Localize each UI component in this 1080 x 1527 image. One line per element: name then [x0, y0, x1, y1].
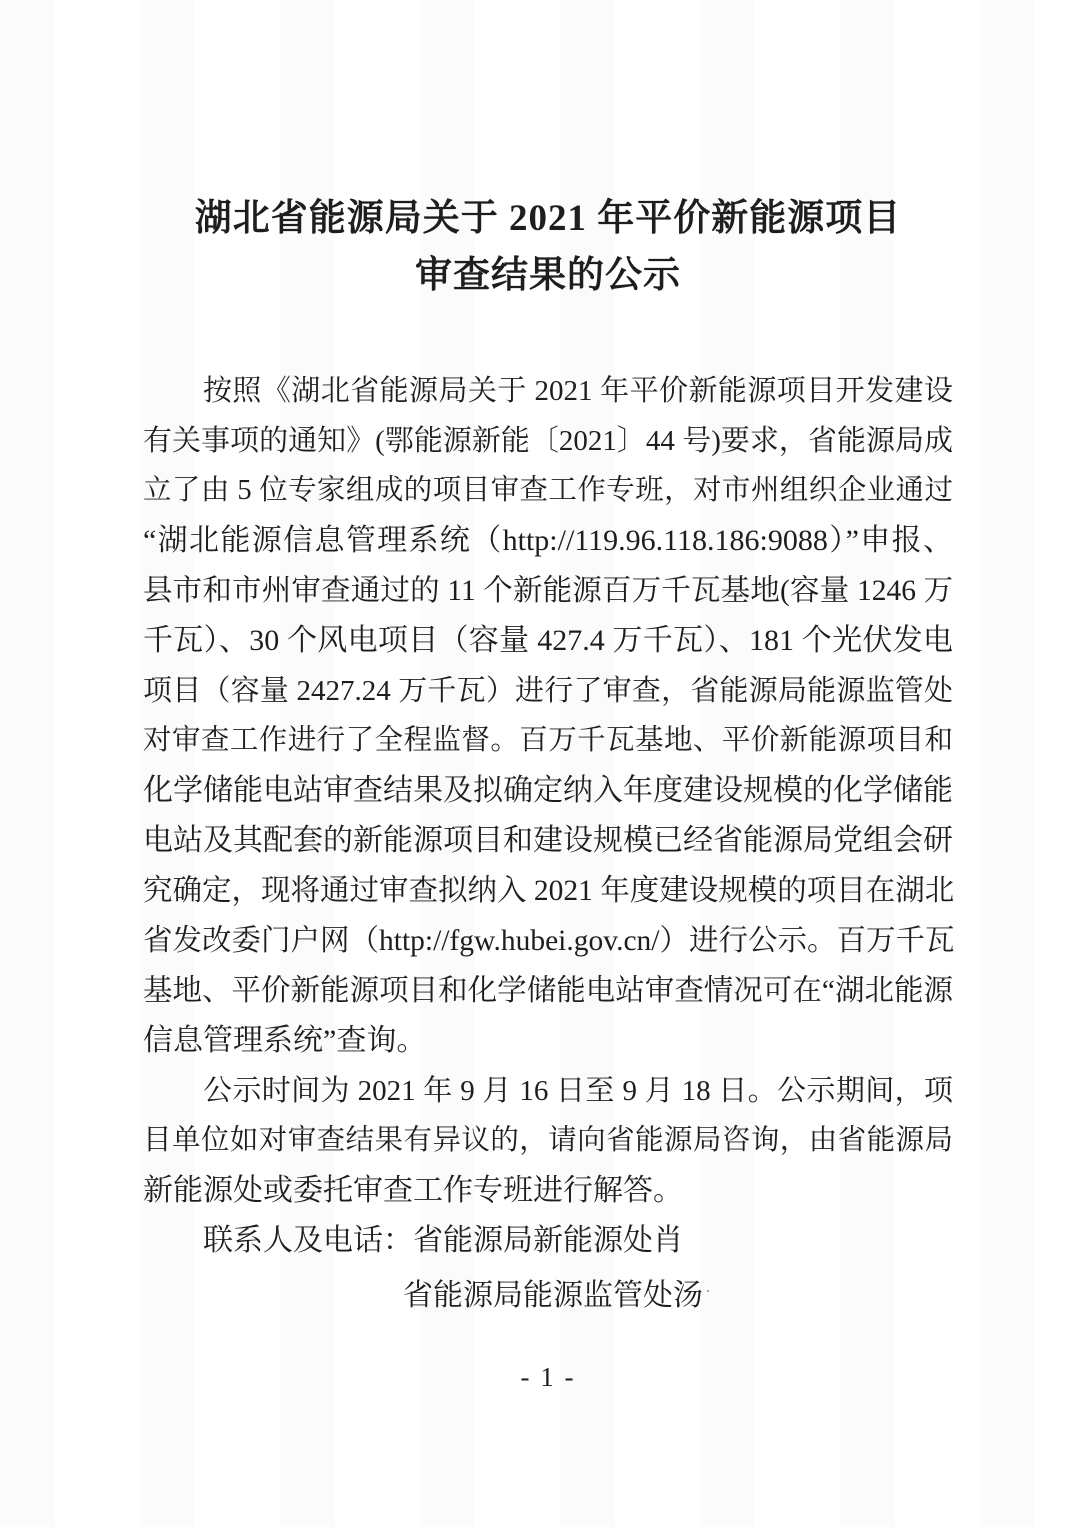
contact-line-2-text: 省能源局能源监管处汤: [403, 1279, 703, 1312]
title-line-2: 审查结果的公示: [415, 255, 681, 296]
paragraph1-line: 信息管理系统”查询。: [143, 1024, 427, 1057]
paragraph1-line: 按照《湖北省能源局关于 2021 年平价新能源项目开发建设: [203, 375, 953, 407]
paragraph1-line: 基地、平价新能源项目和化学储能电站审查情况可在“湖北能源: [143, 975, 953, 1007]
paragraph1-line: 化学储能电站审查结果及拟确定纳入年度建设规模的化学储能: [143, 774, 953, 807]
document-title: [143, 190, 953, 304]
title-line-1: 湖北省能源局关于 2021 年平价新能源项目: [194, 198, 902, 239]
document-body: [143, 366, 953, 1316]
paragraph1-line: 省发改委门户网（http://fgw.hubei.gov.cn/）进行公示。百万千瓦: [143, 925, 955, 957]
paragraph1-line: 对审查工作进行了全程监督。百万千瓦基地、平价新能源项目和: [143, 725, 953, 756]
paragraph1-line: 电站及其配套的新能源项目和建设规模已经省能源局党组会研: [143, 824, 953, 857]
paragraph2-line: 公示时间为 2021 年 9 月 16 日至 9 月 18 日。公示期间，项: [203, 1075, 953, 1107]
paragraph1-line: 千瓦）、30 个风电项目（容量 427.4 万千瓦）、181 个光伏发电: [143, 624, 953, 657]
paragraph1-line: “湖北能源信息管理系统（http://119.96.118.186:9088）”申报、: [143, 524, 953, 557]
paragraph1-line: 立了由 5 位专家组成的项目审查工作专班，对市州组织企业通过: [143, 475, 953, 506]
redaction-mark: ·: [705, 1281, 711, 1301]
paragraph1-line: 项目（容量 2427.24 万千瓦）进行了审查，省能源局能源监管处: [143, 675, 953, 707]
paragraph1-line: 究确定，现将通过审查拟纳入 2021 年度建设规模的项目在湖北: [143, 875, 955, 907]
paragraph2-line: 新能源处或委托审查工作专班进行解答。: [143, 1174, 683, 1207]
paragraph1-line: 县市和市州审查通过的 11 个新能源百万千瓦基地(容量 1246 万: [143, 575, 953, 607]
text-column: [143, 190, 953, 1393]
paragraph1-line: 有关事项的通知》(鄂能源新能〔2021〕44 号)要求，省能源局成: [143, 425, 953, 457]
paragraph2-line: 目单位如对审查结果有异议的，请向省能源局咨询，由省能源局: [143, 1125, 953, 1156]
contact-line-1: 联系人及电话：省能源局新能源处肖: [203, 1224, 683, 1257]
page-number: - 1 -: [520, 1362, 576, 1392]
contact-line-2: [143, 1266, 953, 1316]
